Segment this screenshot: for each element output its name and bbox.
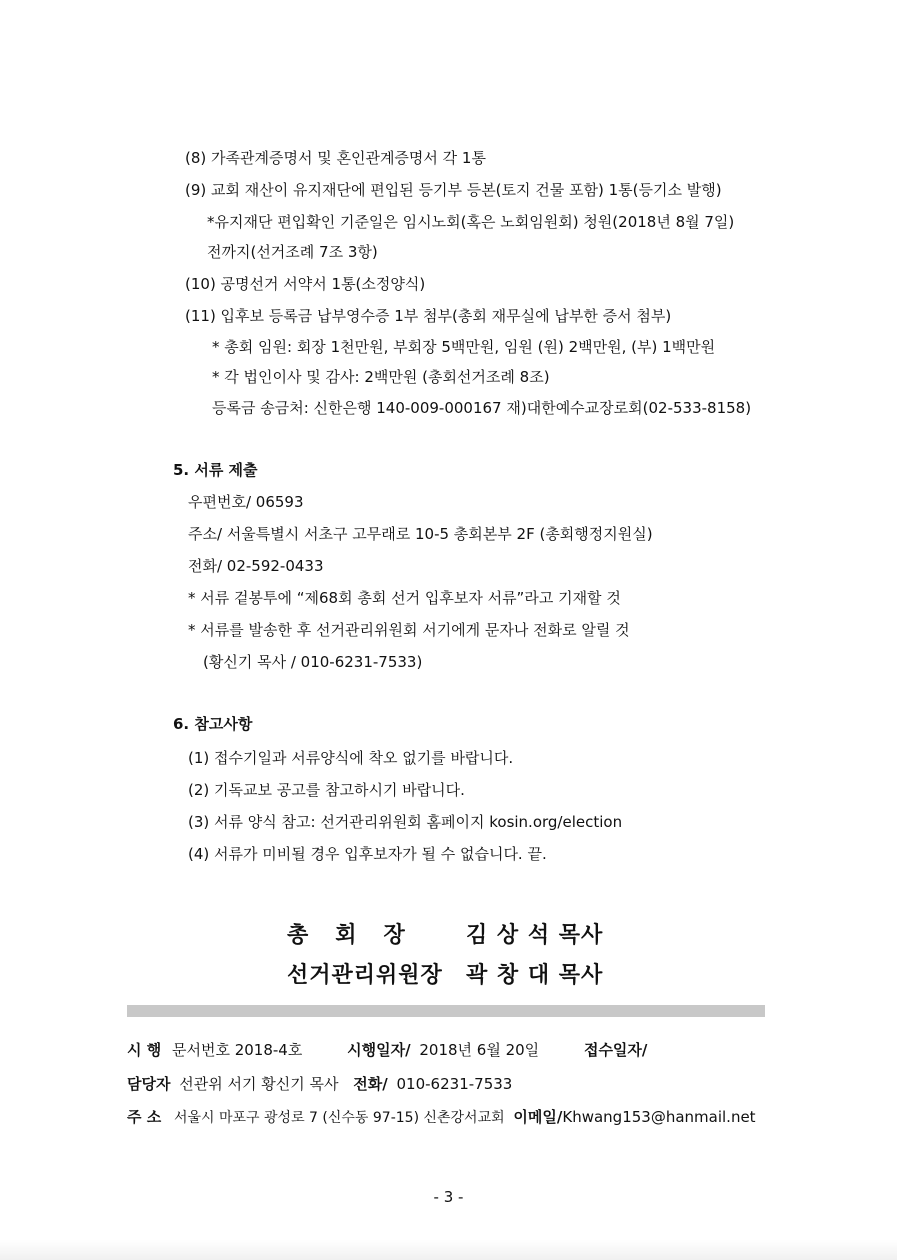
reference-2: (2) 기독교보 공고를 참고하시기 바랍니다. <box>188 781 465 799</box>
reference-1: (1) 접수기일과 서류양식에 착오 없기를 바랍니다. <box>188 749 514 767</box>
email-label: 이메일/ <box>513 1108 563 1126</box>
manager-phone: 010-6231-7533 <box>396 1075 513 1093</box>
item-9-note-2: 전까지(선거조례 7조 3항) <box>207 243 378 261</box>
page-bottom-shade <box>0 1240 897 1260</box>
item-11-note-2: * 각 법인이사 및 감사: 2백만원 (총회선거조례 8조) <box>212 368 550 386</box>
address-label: 주 소 <box>127 1108 162 1126</box>
section-5-note-1: * 서류 겉봉투에 “제68회 총회 선거 입후보자 서류”라고 기재할 것 <box>188 589 621 607</box>
postal-code: 우편번호/ 06593 <box>188 493 304 511</box>
doc-number: 문서번호 2018-4호 <box>171 1041 303 1059</box>
footer-manager-row <box>127 1074 512 1094</box>
section-5-title: 5. 서류 제출 <box>173 461 258 479</box>
signature-role-election-chair: 선거관리위원장 <box>287 963 443 988</box>
manager: 선관위 서기 황신기 목사 <box>179 1075 339 1093</box>
reference-4: (4) 서류가 미비될 경우 입후보자가 될 수 없습니다. 끝. <box>188 845 547 863</box>
item-11-note-3: 등록금 송금처: 신한은행 140-009-000167 재)대한예수교장로회(02-533-8158) <box>212 399 752 417</box>
section-5-note-2: * 서류를 발송한 후 선거관리위원회 서기에게 문자나 전화로 알릴 것 <box>188 621 630 639</box>
item-9: (9) 교회 재산이 유지재단에 편입된 등기부 등본(토지 건물 포함) 1통(등기소 발행) <box>185 181 722 199</box>
item-9-note-1: *유지재단 편입확인 기준일은 임시노회(혹은 노회임원회) 청원(2018년 8월 7일) <box>207 213 735 231</box>
reference-3: (3) 서류 양식 참고: 선거관리위원회 홈페이지 kosin.org/election <box>188 813 623 831</box>
item-10: (10) 공명선거 서약서 1통(소정양식) <box>185 275 426 293</box>
submission-phone: 전화/ 02-592-0433 <box>188 557 324 575</box>
signature-name-election-chair: 곽 창 대 목사 <box>466 963 604 988</box>
footer-address: 서울시 마포구 광성로 7 (신수동 97-15) 신촌강서교회 <box>173 1110 505 1126</box>
signature-name-president: 김 상 석 목사 <box>466 923 604 948</box>
manager-label: 담당자 <box>127 1075 171 1093</box>
footer-issue-row <box>127 1040 647 1060</box>
section-5-note-3: (황신기 목사 / 010-6231-7533) <box>203 653 423 671</box>
item-11: (11) 입후보 등록금 납부영수증 1부 첨부(총회 재무실에 납부한 증서 첨부) <box>185 307 672 325</box>
phone-label: 전화/ <box>353 1075 388 1093</box>
receipt-date-label: 접수일자/ <box>583 1041 648 1059</box>
issue-label: 시 행 <box>127 1041 162 1059</box>
page-number: - 3 - <box>433 1188 464 1206</box>
footer-divider <box>127 1005 765 1017</box>
section-6-title: 6. 참고사항 <box>173 715 253 733</box>
item-8: (8) 가족관계증명서 및 혼인관계증명서 각 1통 <box>185 149 486 167</box>
issue-date-label: 시행일자/ <box>347 1041 411 1059</box>
footer-address-row <box>127 1107 756 1128</box>
signature-role-president: 총 회 장 <box>287 923 406 948</box>
submission-address: 주소/ 서울특별시 서초구 고무래로 10-5 총회본부 2F (총회행정지원실) <box>188 525 653 543</box>
issue-date: 2018년 6월 20일 <box>419 1041 540 1059</box>
email: Khwang153@hanmail.net <box>562 1108 756 1126</box>
item-11-note-1: * 총회 임원: 회장 1천만원, 부회장 5백만원, 임원 (원) 2백만원, (부) 1백만원 <box>212 338 716 356</box>
